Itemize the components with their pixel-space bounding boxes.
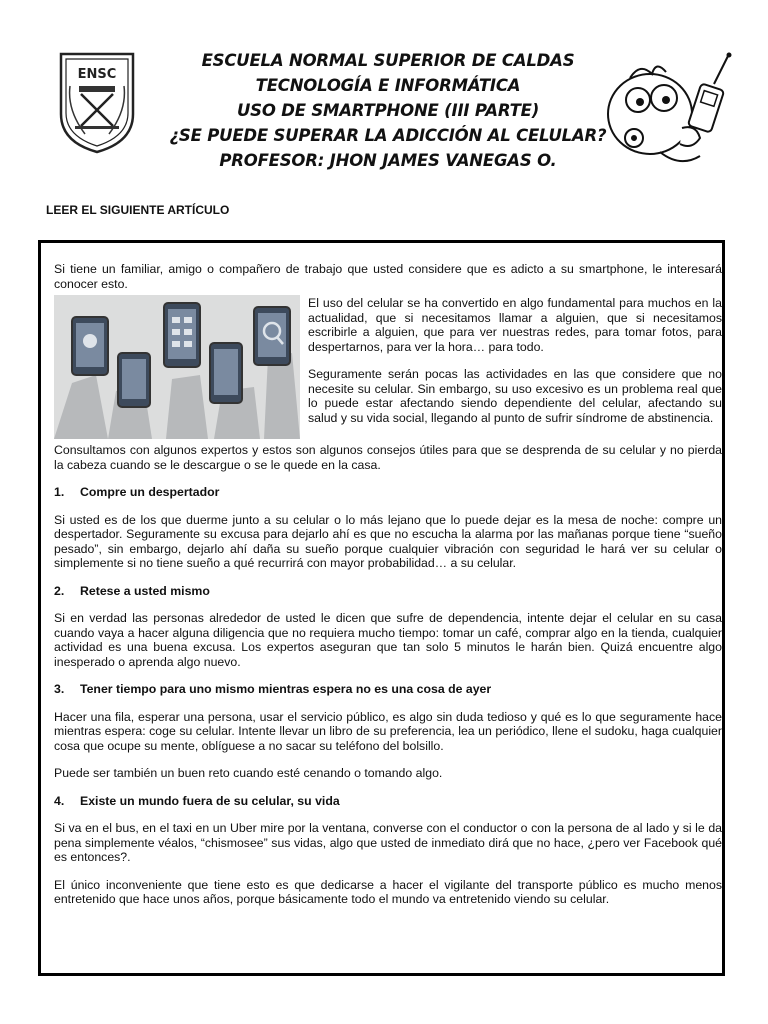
cartoon-phone-baby-illustration [600,52,740,170]
article-paragraph: Consultamos con algunos expertos y estos son algunos consejos útiles para que se desprenda de su celular y no pierda la cabeza cuando se le descargue o se le quede en la casa. [54,443,722,472]
section-heading: 3. Tener tiempo para uno mismo mientras espera no es una cosa de ayer [54,682,492,696]
section-paragraph: Si va en el bus, en el taxi en un Uber mire por la ventana, converse con el conductor o con la persona de al lado y si le da pena simplemente véalos, “chismosee” sus vidas, algo que usted de inmediato dirá que no hace, ¿pero ver Facebook qué es entonces?. [54,821,722,864]
section-paragraph: Si usted es de los que duerme junto a su celular o lo más lejano que lo puede dejar es la mesa de noche: compre un despertador. Seguramente su excusa para dejarlo ahí es que no escucha la alarma por las mañanas porque tiene “sueño pesado”, sin embargo, dejarlo ahí daña su sueño porque cualquier vibración con seguridad le hará ver su celular o simplemente si no tiene sueño a qué recurrirá con mayor probabilidad… a su celular. [54,512,722,570]
article-content [54,262,722,920]
section-paragraph: El único inconveniente que tiene esto es que dedicarse a hacer el vigilante del transporte público es mucho menos entretenido que hace unos años, porque básicamente todo el mundo va entretenido viendo su celular. [54,877,722,906]
section-heading: 1. Compre un despertador [54,485,220,499]
hands-holding-phones-image [54,295,300,439]
teacher-name: PROFESOR: JHON JAMES VANEGAS O. [219,151,557,170]
school-name: ESCUELA NORMAL SUPERIOR DE CALDAS [201,51,575,70]
document-header [150,48,626,173]
article-paragraph: El uso del celular se ha convertido en algo fundamental para muchos en la actualidad, que si necesitamos llamar a alguien, que si necesitamos escribirle a alguien, que para ver nuestras redes, para tomar fotos, para despertarnos, para ver la hora… para todo. [308,296,722,354]
article-paragraph: Seguramente serán pocas las actividades en las que considere que no necesite su celular. Sin embargo, su uso excesivo es un problema real que lo puede estar afectando siendo dependiente del celular, afectando su salud y su vida social, llegando al punto de sufrir síndrome de abstinencia. [308,367,722,425]
question-title: ¿SE PUEDE SUPERAR LA ADICCIÓN AL CELULAR? [169,126,607,145]
section-paragraph: Puede ser también un buen reto cuando esté cenando o tomando algo. [54,766,443,780]
image-side-text [308,291,722,438]
section-heading: 2. Retese a usted mismo [54,583,210,598]
section-paragraph: Hacer una fila, esperar una persona, usar el servicio público, es algo sin duda tedioso y qué es lo que seguramente hace mientras espera: coge su celular. Intente llevar un libro de su preferencia, lea un periódico, llene el sudoku, haga cualquier cosa que ocupe su mente, oblíguese a no sacar su teléfono del bolsillo. [54,709,722,753]
school-logo [55,50,139,154]
article-intro: Si tiene un familiar, amigo o compañero de trabajo que usted considere que es adicto a su smartphone, le interesará conocer esto. [54,262,722,291]
topic-title: USO DE SMARTPHONE (III PARTE) [236,101,540,120]
logo-text: ENSC [77,67,117,82]
instruction-label: LEER EL SIGUIENTE ARTÍCULO [46,203,230,217]
section-heading: 4. Existe un mundo fuera de su celular, su vida [54,793,340,808]
section-paragraph: Si en verdad las personas alrededor de usted le dicen que sufre de dependencia, intente dejar el celular en su casa cuando vaya a hacer alguna diligencia que no requiera mucho tiempo: tomar un café, comprar algo en la tienda, cualquier actividad es una buena excusa. Los expertos aseguran que tan solo 5 minutos le harán bien. Quizá encuentre algo inesperado o aprenda algo nuevo. [54,611,722,669]
subject-name: TECNOLOGÍA E INFORMÁTICA [255,76,521,95]
